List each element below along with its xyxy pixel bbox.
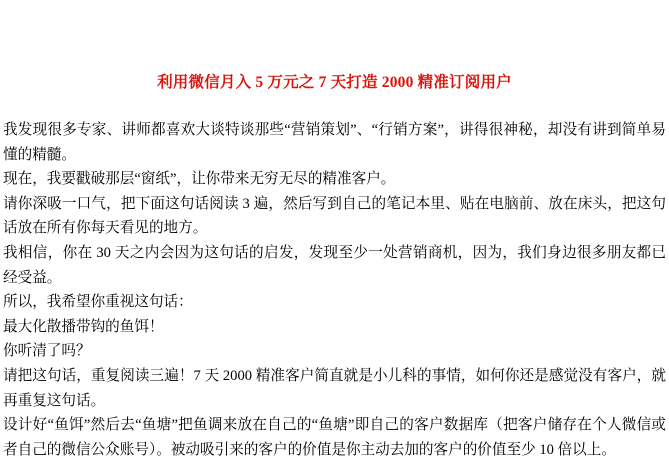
page-title: 利用微信月入 5 万元之 7 天打造 2000 精准订阅用户 (157, 74, 512, 91)
paragraph: 请把这句话，重复阅读三遍！7 天 2000 精准客户简直就是小儿科的事情，如何你还是感觉没有客户，就再重复这句话。 (3, 367, 666, 409)
document-body (3, 118, 666, 462)
paragraph: 所以，我希望你重视这句话： (3, 294, 193, 311)
paragraph: 设计好“鱼饵”然后去“鱼塘”把鱼调来放在自己的“鱼塘”即自己的客户数据库（把客户储存在个人微信或者自己的微信公众账号）。被动吸引来的客户的价值是你主动去加的客户的价值至少 10 倍以上。 (3, 417, 666, 458)
paragraph: 我发现很多专家、讲师都喜欢大谈特谈那些“营销策划”、“行销方案”，讲得很神秘，却没有讲到简单易懂的精髓。 (3, 122, 666, 163)
paragraph: 请你深吸一口气，把下面这句话阅读 3 遍，然后写到自己的笔记本里、贴在电脑前、放在床头，把这句话放在所有你每天看见的地方。 (3, 195, 666, 237)
paragraph: 最大化散播带钩的鱼饵！ (3, 318, 164, 335)
paragraph: 我相信，你在 30 天之内会因为这句话的启发，发现至少一处营销商机，因为，我们身边很多朋友都已经受益。 (3, 244, 666, 286)
paragraph: 你听清了吗？ (3, 343, 91, 360)
paragraph: 现在，我要戳破那层“窗纸”，让你带来无穷无尽的精准客户。 (3, 171, 396, 188)
